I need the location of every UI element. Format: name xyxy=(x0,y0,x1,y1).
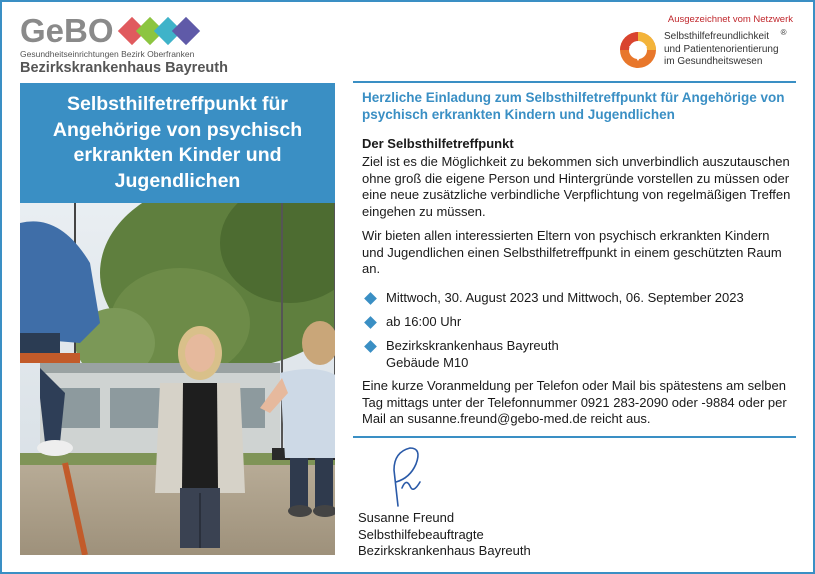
signer-org: Bezirkskrankenhaus Bayreuth xyxy=(358,543,531,558)
logo-diamonds-icon xyxy=(116,16,196,46)
invitation-heading: Herzliche Einladung zum Selbsthilfetreffpunkt für Angehörige von psychisch erkrankten Kindern und Jugendlichen xyxy=(362,90,785,122)
section-heading: Der Selbsthilfetreffpunkt xyxy=(362,136,514,151)
award-line-2: und Patientenorientierung xyxy=(664,43,779,55)
signature-icon xyxy=(380,442,430,510)
banner-title: Selbsthilfetreffpunkt für Angehörige von psychisch erkrankten Kinder und Jugendlichen xyxy=(52,93,303,192)
gebo-logo xyxy=(20,14,228,77)
logo-subtitle: Gesundheitseinrichtungen Bezirk Oberfranken xyxy=(20,49,195,59)
bullet-place xyxy=(366,338,786,371)
bottom-rule xyxy=(353,436,796,438)
paragraph-offer: Wir bieten allen interessierten Eltern von psychisch erkrankten Kindern und Jugendlichen einen Selbsthilfetreffpunkt in einem geschützten Raum an. xyxy=(362,228,782,276)
title-banner xyxy=(20,83,335,203)
swing-photo xyxy=(20,203,335,555)
award-logo-icon xyxy=(618,30,658,70)
signer-role: Selbsthilfebeauftragte xyxy=(358,526,484,542)
award-badge xyxy=(618,14,793,70)
diamond-bullet-icon xyxy=(364,340,377,353)
bullet-time xyxy=(366,314,786,331)
logo-wordmark: GeBO xyxy=(20,12,114,49)
bullet-time-text: ab 16:00 Uhr xyxy=(386,314,462,329)
signer-name: Susanne Freund xyxy=(358,510,455,525)
diamond-bullet-icon xyxy=(364,292,377,305)
signer-block xyxy=(358,510,531,560)
award-heading: Ausgezeichnet vom Netzwerk xyxy=(667,14,793,25)
diamond-bullet-icon xyxy=(364,316,377,329)
paragraph-goal: Ziel ist es die Möglichkeit zu bekommen sich unverbindlich auszutauschen ohne groß die eigene Person und Hintergründe vorstellen zu müssen oder eine neue zusätzliche verbindliche Verpflichtung von regelmäßigen Treffen eingehen zu müssen. xyxy=(362,154,791,219)
bullet-place-line-1: Bezirkskrankenhaus Bayreuth xyxy=(386,338,559,353)
paragraph-registration: Eine kurze Voranmeldung per Telefon oder Mail bis spätestens am selben Tag mittags unter der Telefonnummer 0921 283-2090 oder -9884 oder per Mail an susanne.freund@gebo-med.de reicht aus. xyxy=(362,378,787,426)
award-line-1: Selbsthilfefreundlichkeit xyxy=(664,31,770,43)
bullet-date xyxy=(366,290,786,307)
award-line-3: im Gesundheitswesen xyxy=(664,56,763,68)
top-rule xyxy=(353,81,796,83)
bullet-place-line-2: Gebäude M10 xyxy=(386,354,469,370)
registered-mark: ® xyxy=(780,28,787,38)
logo-hospital-name: Bezirkskrankenhaus Bayreuth xyxy=(20,60,228,76)
bullet-date-text: Mittwoch, 30. August 2023 und Mittwoch, 06. September 2023 xyxy=(386,290,744,305)
